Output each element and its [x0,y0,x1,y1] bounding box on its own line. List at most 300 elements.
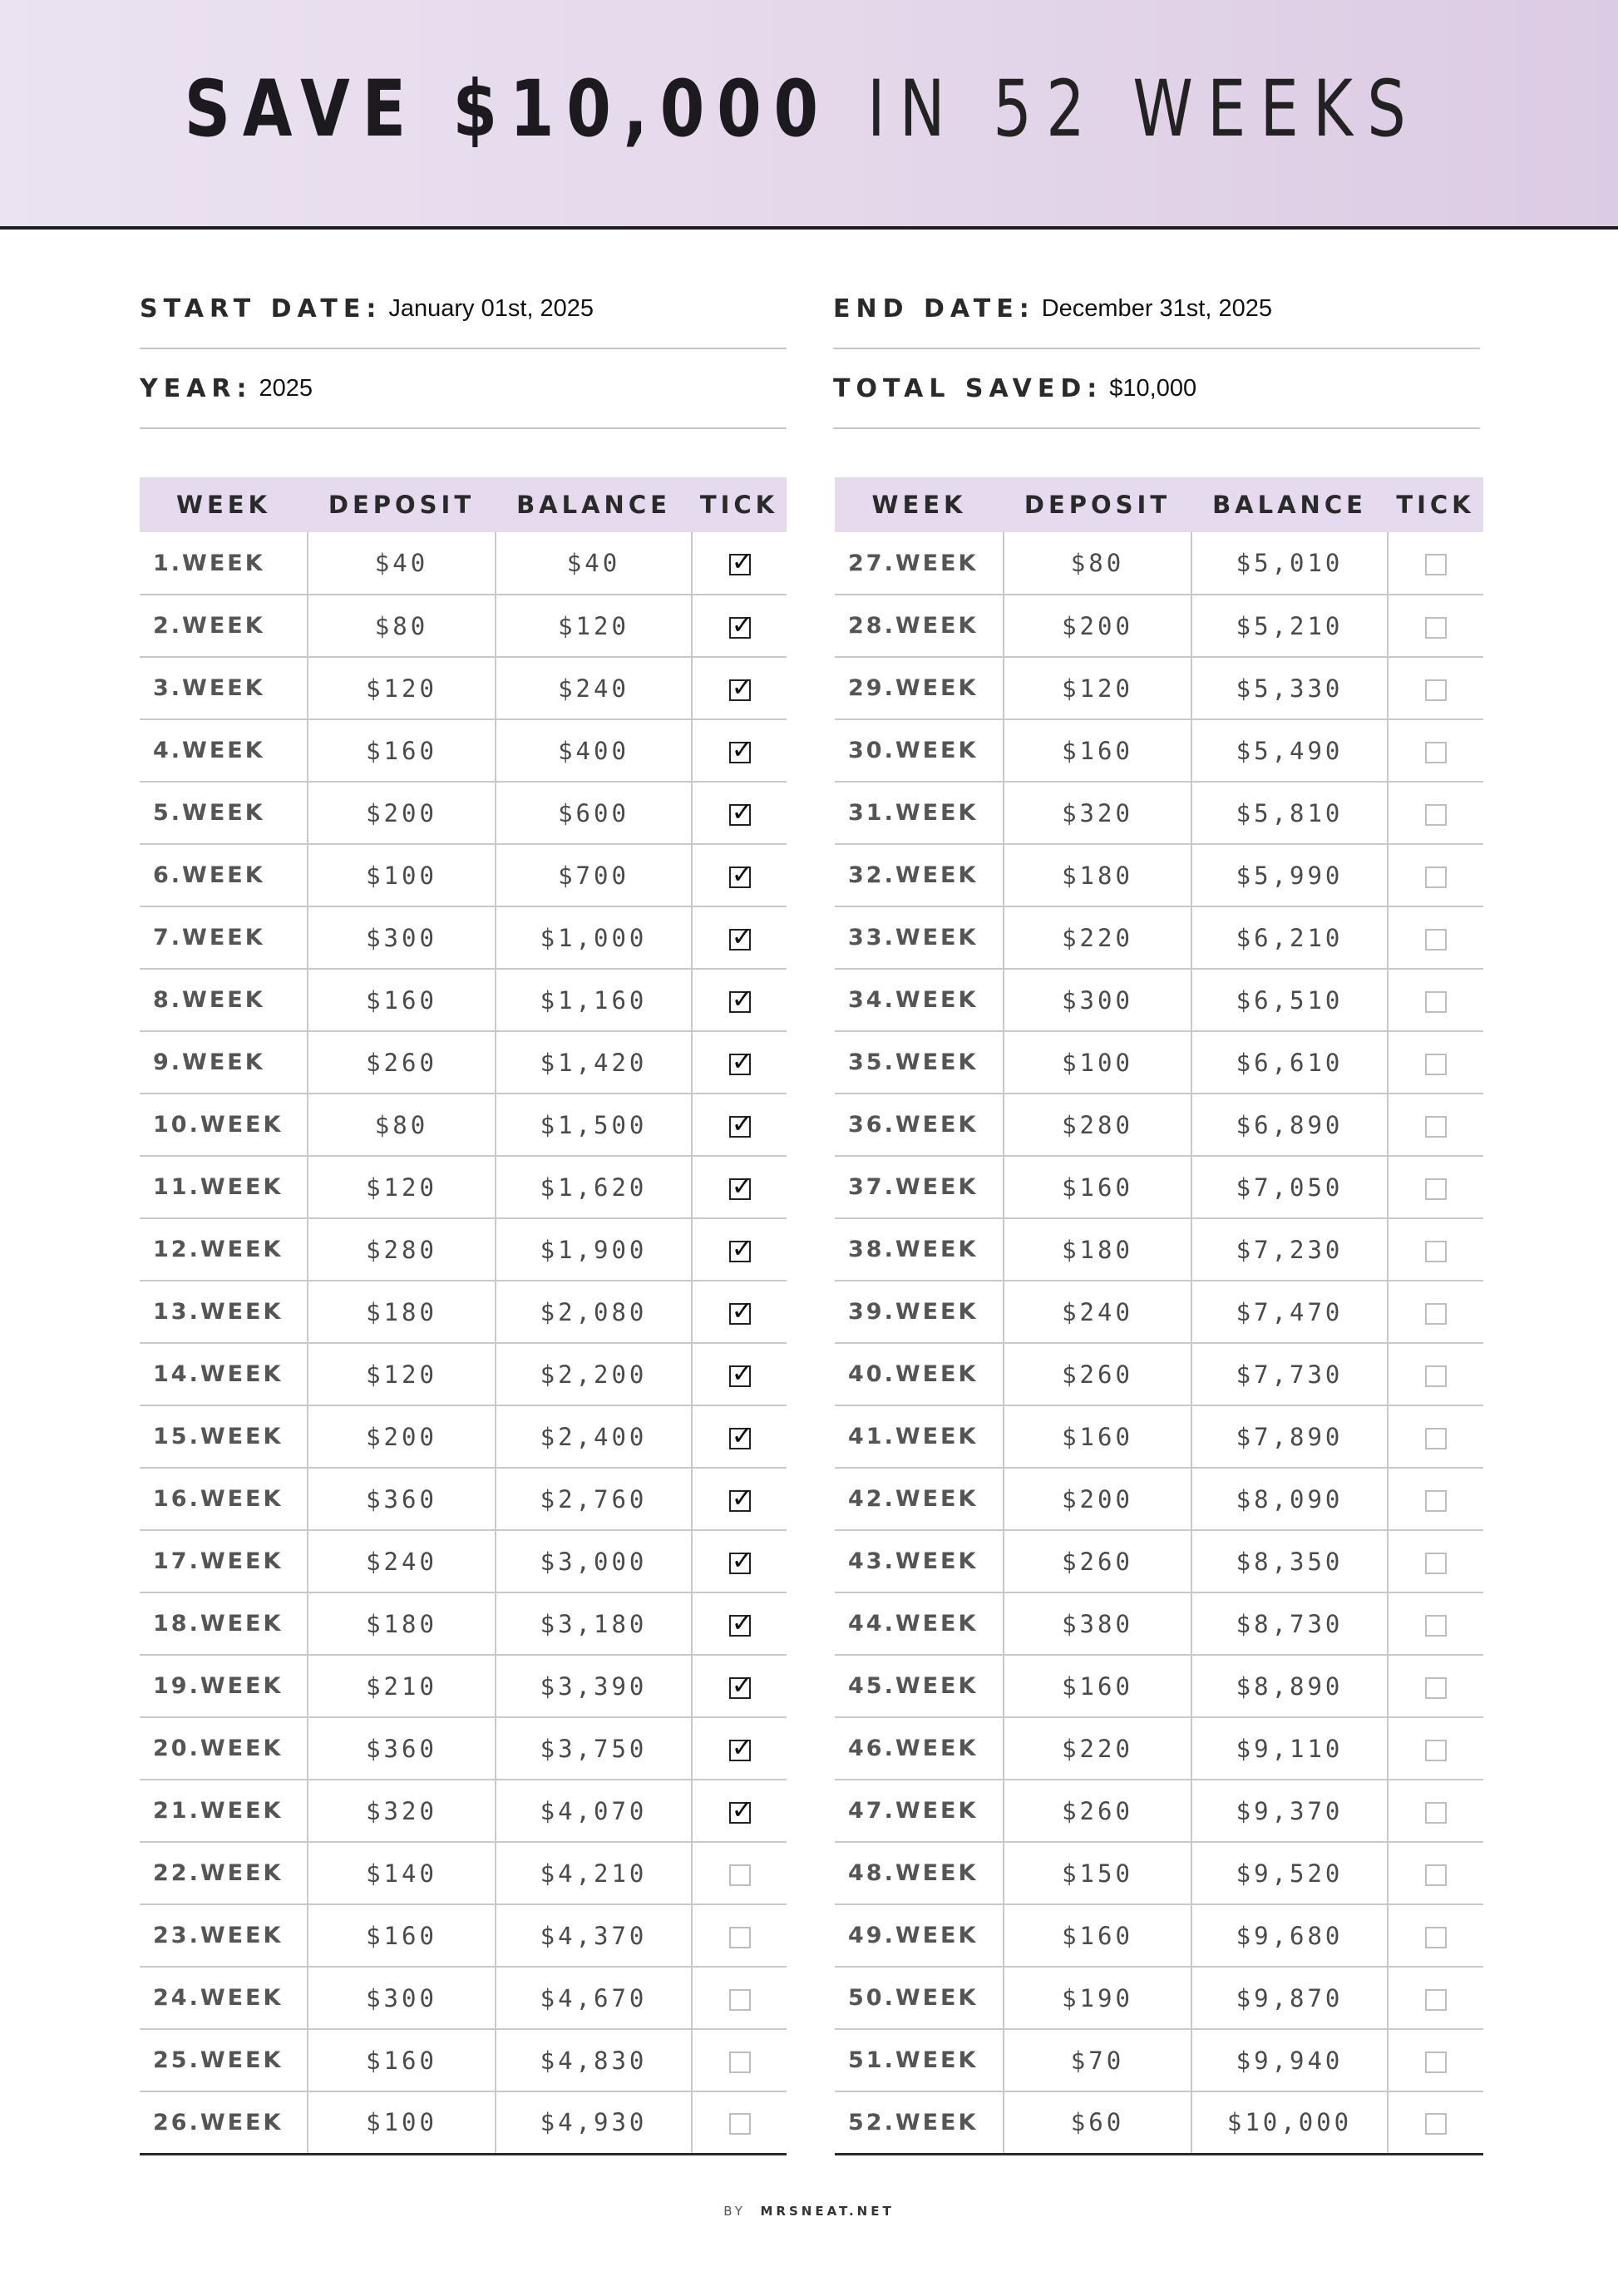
deposit-value: $240 [308,1530,496,1592]
week-label: 33.WEEK [835,906,1004,969]
week-label: 49.WEEK [835,1904,1004,1967]
week-row [835,1592,1483,1655]
year-value: 2025 [259,374,313,402]
week-label: 52.WEEK [835,2091,1004,2154]
tick-cell [692,719,787,782]
balance-value: $1,620 [496,1156,692,1218]
week-row [835,532,1483,595]
deposit-value: $280 [1004,1094,1191,1156]
week-row [140,1031,787,1094]
week-row [140,1780,787,1842]
week-row [140,1156,787,1218]
week-row [140,1904,787,1967]
week-label: 35.WEEK [835,1031,1004,1094]
tick-checkbox[interactable] [729,804,751,826]
deposit-value: $180 [308,1592,496,1655]
balance-value: $2,080 [496,1281,692,1343]
deposit-value: $210 [308,1655,496,1717]
week-row [140,1655,787,1717]
balance-value: $700 [496,844,692,906]
week-row [140,532,787,595]
week-row [140,1405,787,1468]
tick-cell [692,1780,787,1842]
balance-value: $4,670 [496,1967,692,2029]
week-row [140,2091,787,2154]
tick-cell [1388,1405,1483,1468]
tick-cell [1388,844,1483,906]
week-label: 28.WEEK [835,595,1004,657]
balance-value: $2,200 [496,1343,692,1405]
balance-value: $3,750 [496,1717,692,1780]
week-row [140,2029,787,2091]
tick-cell [692,969,787,1031]
week-row [140,1094,787,1156]
week-row [835,1094,1483,1156]
tick-cell [1388,595,1483,657]
tick-cell [692,1343,787,1405]
header-tick: TICK [1388,477,1483,532]
week-label: 32.WEEK [835,844,1004,906]
week-row [140,1281,787,1343]
week-label: 10.WEEK [140,1094,308,1156]
week-row [140,1218,787,1281]
deposit-value: $160 [1004,1156,1191,1218]
tick-checkbox[interactable] [729,1864,751,1886]
week-row [835,719,1483,782]
deposit-value: $280 [308,1218,496,1281]
deposit-value: $200 [308,782,496,844]
tick-cell [692,1218,787,1281]
week-row [835,1343,1483,1405]
title-banner [0,0,1618,230]
weeks-table-left [140,477,787,2155]
balance-value: $3,000 [496,1530,692,1592]
tick-cell [692,1405,787,1468]
tick-cell [1388,1780,1483,1842]
header-week: WEEK [140,477,308,532]
deposit-value: $360 [308,1717,496,1780]
week-label: 16.WEEK [140,1468,308,1530]
tick-cell [692,1156,787,1218]
week-label: 9.WEEK [140,1031,308,1094]
header-deposit: DEPOSIT [308,477,496,532]
balance-value: $1,000 [496,906,692,969]
deposit-value: $300 [308,1967,496,2029]
week-label: 34.WEEK [835,969,1004,1031]
deposit-value: $300 [308,906,496,969]
deposit-value: $200 [1004,595,1191,657]
tick-cell [1388,1281,1483,1343]
balance-value: $9,370 [1191,1780,1388,1842]
deposit-value: $120 [308,1156,496,1218]
week-label: 30.WEEK [835,719,1004,782]
deposit-value: $160 [1004,1904,1191,1967]
tick-cell [692,1468,787,1530]
tick-cell [692,657,787,719]
footer-credit [0,2204,1618,2219]
week-label: 31.WEEK [835,782,1004,844]
tick-checkbox[interactable] [729,1615,751,1637]
balance-value: $4,930 [496,2091,692,2154]
balance-value: $6,210 [1191,906,1388,969]
header-balance: BALANCE [1191,477,1388,532]
week-label: 43.WEEK [835,1530,1004,1592]
week-label: 38.WEEK [835,1218,1004,1281]
week-label: 8.WEEK [140,969,308,1031]
week-row [140,1967,787,2029]
balance-value: $240 [496,657,692,719]
week-label: 45.WEEK [835,1655,1004,1717]
page-title [42,64,1576,155]
week-row [835,1655,1483,1717]
start-date-value: January 01st, 2025 [388,294,594,322]
week-label: 50.WEEK [835,1967,1004,2029]
week-label: 18.WEEK [140,1592,308,1655]
balance-value: $8,350 [1191,1530,1388,1592]
tick-checkbox[interactable] [729,617,751,639]
tick-checkbox[interactable] [729,679,751,701]
balance-value: $4,070 [496,1780,692,1842]
week-row [140,657,787,719]
week-label: 44.WEEK [835,1592,1004,1655]
week-label: 37.WEEK [835,1156,1004,1218]
deposit-value: $260 [1004,1780,1191,1842]
week-row [140,1592,787,1655]
tick-checkbox[interactable] [1425,1241,1447,1262]
deposit-value: $180 [1004,844,1191,906]
week-row [140,906,787,969]
balance-value: $1,500 [496,1094,692,1156]
tick-checkbox[interactable] [1425,2052,1447,2073]
balance-value: $7,890 [1191,1405,1388,1468]
deposit-value: $80 [308,1094,496,1156]
tick-checkbox[interactable] [729,1802,751,1824]
balance-value: $8,090 [1191,1468,1388,1530]
deposit-value: $160 [308,2029,496,2091]
balance-value: $9,940 [1191,2029,1388,2091]
tick-cell [1388,1592,1483,1655]
tick-cell [692,1842,787,1904]
week-row [835,1218,1483,1281]
deposit-value: $160 [308,719,496,782]
deposit-value: $220 [1004,1717,1191,1780]
tick-cell [1388,1967,1483,2029]
week-label: 22.WEEK [140,1842,308,1904]
tick-checkbox[interactable] [1425,742,1447,763]
week-row [140,782,787,844]
tick-checkbox[interactable] [1425,991,1447,1013]
deposit-value: $60 [1004,2091,1191,2154]
title-bold-text: SAVE $10,000 [184,63,831,155]
week-row [140,969,787,1031]
week-label: 5.WEEK [140,782,308,844]
total-saved-field[interactable] [833,349,1480,429]
tick-checkbox[interactable] [1425,1428,1447,1449]
tick-checkbox[interactable] [729,2052,751,2073]
end-date-field[interactable] [833,269,1480,349]
tick-checkbox[interactable] [1425,554,1447,575]
tick-cell [1388,906,1483,969]
deposit-value: $200 [1004,1468,1191,1530]
balance-value: $1,900 [496,1218,692,1281]
tick-checkbox[interactable] [729,1054,751,1075]
tick-checkbox[interactable] [729,1428,751,1449]
tick-checkbox[interactable] [1425,1178,1447,1200]
tick-checkbox[interactable] [729,1553,751,1574]
week-label: 42.WEEK [835,1468,1004,1530]
tick-cell [1388,1156,1483,1218]
tick-cell [1388,1218,1483,1281]
balance-value: $3,390 [496,1655,692,1717]
deposit-value: $320 [308,1780,496,1842]
deposit-value: $80 [308,595,496,657]
balance-value: $2,400 [496,1405,692,1468]
tick-checkbox[interactable] [729,929,751,950]
tick-checkbox[interactable] [729,1303,751,1325]
tick-checkbox[interactable] [729,1116,751,1138]
balance-value: $7,230 [1191,1218,1388,1281]
tick-checkbox[interactable] [1425,1615,1447,1637]
tick-checkbox[interactable] [729,1989,751,2011]
balance-value: $8,730 [1191,1592,1388,1655]
tick-cell [692,2091,787,2154]
tick-cell [1388,532,1483,595]
tick-checkbox[interactable] [729,867,751,888]
tick-checkbox[interactable] [729,1740,751,1761]
tick-cell [1388,1655,1483,1717]
week-row [835,1031,1483,1094]
tick-checkbox[interactable] [1425,1864,1447,1886]
deposit-value: $80 [1004,532,1191,595]
tick-checkbox[interactable] [1425,1553,1447,1574]
tick-cell [692,1094,787,1156]
tick-cell [692,1530,787,1592]
header-tick: TICK [692,477,787,532]
tick-checkbox[interactable] [1425,1054,1447,1075]
deposit-value: $180 [1004,1218,1191,1281]
week-label: 23.WEEK [140,1904,308,1967]
balance-value: $1,420 [496,1031,692,1094]
end-date-value: December 31st, 2025 [1041,294,1272,322]
balance-value: $5,010 [1191,532,1388,595]
tick-cell [692,782,787,844]
weeks-table-right [835,477,1483,2155]
tick-checkbox[interactable] [1425,2113,1447,2135]
week-row [140,1717,787,1780]
balance-value: $9,680 [1191,1904,1388,1967]
week-row [140,1842,787,1904]
tick-checkbox[interactable] [729,1927,751,1948]
tick-checkbox[interactable] [1425,1927,1447,1948]
deposit-value: $360 [308,1468,496,1530]
tick-cell [1388,782,1483,844]
week-label: 29.WEEK [835,657,1004,719]
tick-checkbox[interactable] [1425,679,1447,701]
balance-value: $10,000 [1191,2091,1388,2154]
start-date-label: START DATE: [140,294,382,323]
week-label: 12.WEEK [140,1218,308,1281]
week-row [835,969,1483,1031]
week-row [835,1281,1483,1343]
tick-cell [1388,1904,1483,1967]
tick-cell [692,1031,787,1094]
balance-value: $40 [496,532,692,595]
deposit-value: $220 [1004,906,1191,969]
deposit-value: $160 [1004,1405,1191,1468]
week-label: 24.WEEK [140,1967,308,2029]
tick-cell [692,2029,787,2091]
week-label: 14.WEEK [140,1343,308,1405]
balance-value: $6,510 [1191,969,1388,1031]
tick-checkbox[interactable] [729,1677,751,1699]
balance-value: $120 [496,595,692,657]
week-row [835,1717,1483,1780]
tick-checkbox[interactable] [1425,867,1447,888]
deposit-value: $160 [1004,1655,1191,1717]
year-field[interactable] [140,349,787,429]
tick-cell [692,1717,787,1780]
tick-cell [1388,1842,1483,1904]
week-label: 13.WEEK [140,1281,308,1343]
deposit-value: $120 [308,657,496,719]
tick-checkbox[interactable] [729,554,751,575]
tick-checkbox[interactable] [1425,1490,1447,1512]
week-label: 19.WEEK [140,1655,308,1717]
start-date-field[interactable] [140,269,787,349]
tick-cell [1388,1094,1483,1156]
tick-cell [1388,969,1483,1031]
week-label: 20.WEEK [140,1717,308,1780]
tick-cell [692,595,787,657]
tick-checkbox[interactable] [1425,804,1447,826]
tick-cell [692,532,787,595]
balance-value: $1,160 [496,969,692,1031]
week-row [835,1405,1483,1468]
balance-value: $7,730 [1191,1343,1388,1405]
balance-value: $4,210 [496,1842,692,1904]
week-label: 25.WEEK [140,2029,308,2091]
tick-cell [692,1904,787,1967]
tick-checkbox[interactable] [729,1365,751,1387]
week-label: 51.WEEK [835,2029,1004,2091]
balance-value: $9,870 [1191,1967,1388,2029]
balance-value: $4,830 [496,2029,692,2091]
footer-by: BY [723,2204,746,2219]
tick-checkbox[interactable] [729,1241,751,1262]
tick-checkbox[interactable] [729,991,751,1013]
deposit-value: $120 [308,1343,496,1405]
week-row [140,1530,787,1592]
deposit-value: $100 [1004,1031,1191,1094]
title-light-text: IN 52 WEEKS [866,63,1420,155]
balance-value: $5,210 [1191,595,1388,657]
week-row [140,595,787,657]
deposit-value: $40 [308,532,496,595]
deposit-value: $320 [1004,782,1191,844]
balance-value: $7,470 [1191,1281,1388,1343]
tick-checkbox[interactable] [1425,1740,1447,1761]
week-row [835,782,1483,844]
deposit-value: $160 [1004,719,1191,782]
year-label: YEAR: [140,373,253,403]
tick-checkbox[interactable] [1425,617,1447,639]
footer-site[interactable]: MRSNEAT.NET [760,2204,895,2219]
tick-checkbox[interactable] [729,742,751,763]
week-label: 36.WEEK [835,1094,1004,1156]
tick-checkbox[interactable] [1425,1989,1447,2011]
tick-cell [1388,2029,1483,2091]
tick-cell [692,1967,787,2029]
deposit-value: $260 [308,1031,496,1094]
tick-checkbox[interactable] [1425,1303,1447,1325]
week-row [835,1967,1483,2029]
week-label: 21.WEEK [140,1780,308,1842]
week-row [140,1343,787,1405]
week-label: 4.WEEK [140,719,308,782]
end-date-label: END DATE: [833,294,1035,323]
week-label: 40.WEEK [835,1343,1004,1405]
deposit-value: $380 [1004,1592,1191,1655]
tick-checkbox[interactable] [729,1490,751,1512]
balance-value: $400 [496,719,692,782]
deposit-value: $70 [1004,2029,1191,2091]
balance-value: $6,890 [1191,1094,1388,1156]
week-row [835,2091,1483,2154]
week-label: 2.WEEK [140,595,308,657]
tick-checkbox[interactable] [729,1178,751,1200]
tick-cell [1388,1468,1483,1530]
deposit-value: $160 [308,969,496,1031]
deposit-value: $260 [1004,1530,1191,1592]
tick-cell [692,1655,787,1717]
week-label: 1.WEEK [140,532,308,595]
week-label: 26.WEEK [140,2091,308,2154]
balance-value: $3,180 [496,1592,692,1655]
tick-cell [692,1281,787,1343]
deposit-value: $180 [308,1281,496,1343]
tick-cell [1388,1031,1483,1094]
header-balance: BALANCE [496,477,692,532]
tick-checkbox[interactable] [1425,929,1447,950]
deposit-value: $140 [308,1842,496,1904]
tick-cell [1388,1717,1483,1780]
week-label: 17.WEEK [140,1530,308,1592]
week-label: 48.WEEK [835,1842,1004,1904]
deposit-value: $240 [1004,1281,1191,1343]
tick-checkbox[interactable] [1425,1365,1447,1387]
deposit-value: $160 [308,1904,496,1967]
tick-checkbox[interactable] [1425,1116,1447,1138]
week-row [835,1780,1483,1842]
tick-checkbox[interactable] [1425,1677,1447,1699]
week-row [835,595,1483,657]
balance-value: $2,760 [496,1468,692,1530]
balance-value: $600 [496,782,692,844]
tick-cell [1388,719,1483,782]
tick-checkbox[interactable] [1425,1802,1447,1824]
tick-checkbox[interactable] [729,2113,751,2135]
tick-cell [692,1592,787,1655]
balance-value: $7,050 [1191,1156,1388,1218]
week-row [140,719,787,782]
deposit-value: $190 [1004,1967,1191,2029]
balance-value: $5,810 [1191,782,1388,844]
tick-cell [1388,2091,1483,2154]
tick-cell [692,844,787,906]
week-row [835,2029,1483,2091]
header-week: WEEK [835,477,1004,532]
tick-cell [1388,1343,1483,1405]
